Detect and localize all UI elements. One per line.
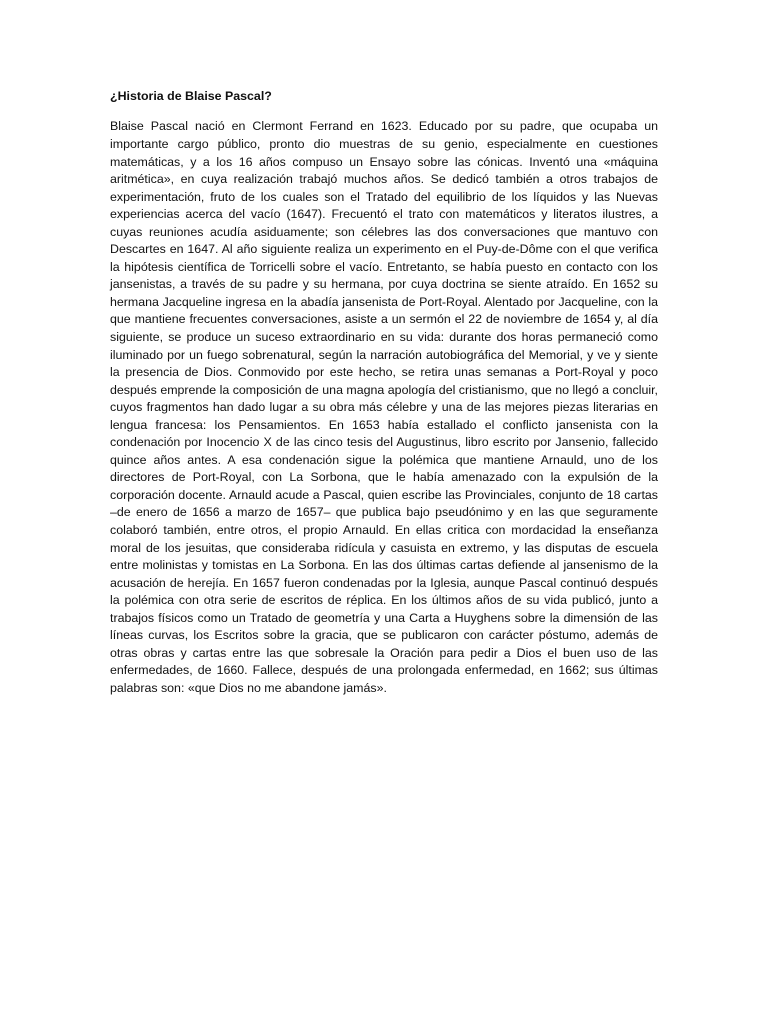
document-body-paragraph: Blaise Pascal nació en Clermont Ferrand en 1623. Educado por su padre, que ocupaba un importante cargo público, pronto dio muestras de su genio, especialmente en cuestiones matemáticas, y a los 16 años compuso un Ensayo sobre las cónicas. Inventó una «máquina aritmética», en cuya realización trabajó muchos años. Se dedicó también a otros trabajos de experimentación, fruto de los cuales son el Tratado del equilibrio de los líquidos y las Nuevas experiencias acerca del vacío (1647). Frecuentó el trato con matemáticos y literatos ilustres, a cuyas reuniones acudía asiduamente; son célebres las dos conversaciones que mantuvo con Descartes en 1647. Al año siguiente realiza un experimento en el Puy-de-Dôme con el que verifica la hipótesis científica de Torricelli sobre el vacío. Entretanto, se había puesto en contacto con los jansenistas, a través de su padre y su hermana, por cuya doctrina se siente atraído. En 1652 su hermana Jacqueline ingresa en la abadía jansenista de Port-Royal. Alentado por Jacqueline, con la que mantiene frecuentes conversaciones, asiste a un sermón el 22 de noviembre de 1654 y, al día siguiente, se produce un suceso extraordinario en su vida: durante dos horas permaneció como iluminado por un fuego sobrenatural, según la narración autobiográfica del Memorial, y ve y siente la presencia de Dios. Conmovido por este hecho, se retira unas semanas a Port-Royal y poco después emprende la composición de una magna apología del cristianismo, que no llegó a concluir, cuyos fragmentos han dado lugar a su obra más célebre y una de las mejores piezas literarias en lengua francesa: los Pensamientos. En 1653 había estallado el conflicto jansenista con la condenación por Inocencio X de las cinco tesis del Augustinus, libro escrito por Jansenio, fallecido quince años antes. A esa condenación sigue la polémica que mantiene Arnauld, uno de los directores de Port-Royal, con La Sorbona, que le había amenazado con la expulsión de la corporación docente. Arnauld acude a Pascal, quien escribe las Provinciales, conjunto de 18 cartas –de enero de 1656 a marzo de 1657– que publica bajo pseudónimo y en las que seguramente colaboró también, entre otros, el propio Arnauld. En ellas critica con mordacidad la enseñanza moral de los jesuitas, que consideraba ridícula y casuista en extremo, y las disputas de escuela entre molinistas y tomistas en La Sorbona. En las dos últimas cartas defiende al jansenismo de la acusación de herejía. En 1657 fueron condenadas por la Iglesia, aunque Pascal continuó después la polémica con otra serie de escritos de réplica. En los últimos años de su vida publicó, junto a trabajos físicos como un Tratado de geometría y una Carta a Huyghens sobre la dimensión de las líneas curvas, los Escritos sobre la gracia, que se publicaron con carácter póstumo, además de otras obras y cartas entre las que sobresale la Oración para pedir a Dios el buen uso de las enfermedades, de 1660. Fallece, después de una prolongada enfermedad, en 1662; sus últimas palabras son: «que Dios no me abandone jamás». <box>110 119 658 695</box>
document-page <box>110 88 658 697</box>
document-title: ¿Historia de Blaise Pascal? <box>110 89 272 103</box>
